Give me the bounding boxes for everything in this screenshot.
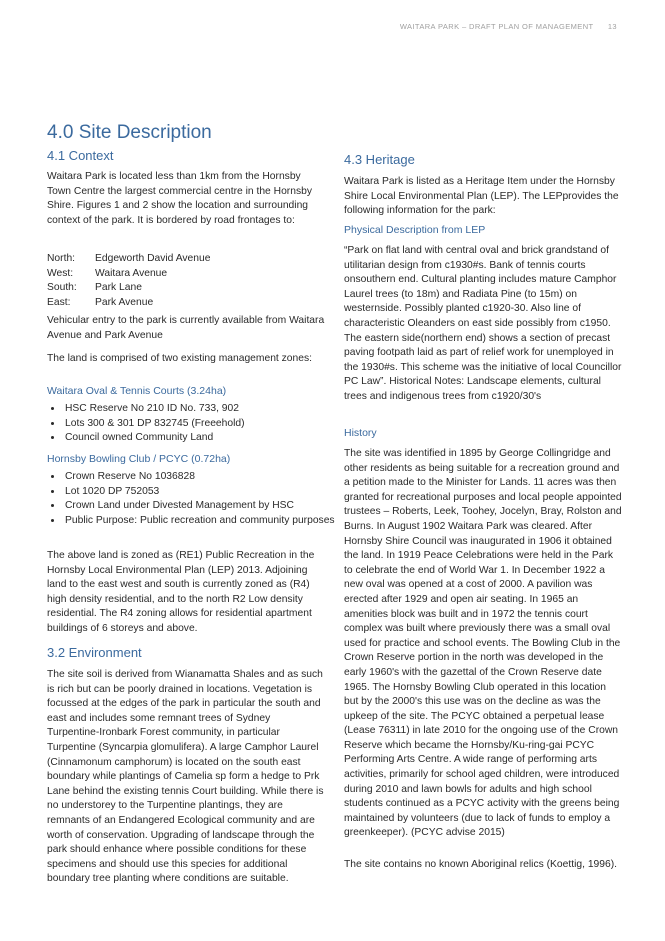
- frontage-road: Edgeworth David Avenue: [95, 253, 211, 264]
- frontage-list: [47, 252, 325, 310]
- list-item: • Crown Land under Divested Management by HSC: [63, 499, 341, 514]
- environment-body: The site soil is derived from Wianamatta Shales and as such is rich but can be poorly drained in locations. Vegetation is focussed at the edges of the park in particular the south and east and includes some remnant trees of Sydney Turpentine-Ironbark Forest community, in particular Turpentine (Syncarpia glomulifera). A large Camphor Laurel (Cinnamonum camphorum) is located on the south east boundary while plantings of Camelia sp form a hedge to Prk Lane behind the existing tennis Court building. While there is no understorey to the Turpentine plantings, they are remnants of an Endangered Ecological community and are worth of conservation. Upgrading of landscape through the park should enhance where possible conditions for these specimens and should use this species for additional boundary tree planting where conditions are suitable.: [47, 669, 324, 885]
- heritage-intro: Waitara Park is listed as a Heritage Item under the Hornsby Shire Local Environmental Plan (LEP). The LEPprovides the following information for the park:: [344, 176, 619, 217]
- frontage-side: East:: [47, 296, 71, 308]
- heritage-heading: 4.3 Heritage: [344, 152, 415, 167]
- zone1-title: Waitara Oval & Tennis Courts (3.24ha): [47, 385, 227, 397]
- context-intro: Waitara Park is located less than 1km from the Hornsby Town Centre the largest commercial centre in the Hornsby Shire. Figures 1 and 2 show the location and surrounding context of the park. It is bordered by road frontages to:: [47, 171, 312, 226]
- list-item: • Crown Reserve No 1036828: [63, 470, 341, 485]
- list-item: • HSC Reserve No 210 ID No. 733, 902: [63, 402, 341, 417]
- physical-description-title: Physical Description from LEP: [344, 224, 486, 236]
- frontage-side: North:: [47, 253, 76, 264]
- vehicular-entry: Vehicular entry to the park is currently available from Waitara Avenue and Park Avenue: [47, 315, 325, 341]
- history-title: History: [344, 427, 377, 439]
- environment-heading: 3.2 Environment: [47, 645, 142, 660]
- list-item: • Lots 300 & 301 DP 832745 (Freeehold): [63, 417, 341, 432]
- page-number: 13: [607, 22, 617, 31]
- list-item: • Council owned Community Land: [63, 431, 341, 446]
- zone1-list: [47, 402, 341, 446]
- aboriginal-relics: The site contains no known Aboriginal relics (Koettig, 1996).: [344, 859, 618, 870]
- list-item: • Public Purpose: Public recreation and community purposes: [63, 514, 341, 529]
- frontage-road: Park Lane: [95, 282, 142, 294]
- zoning-text: The above land is zoned as (RE1) Public Recreation in the Hornsby Local Environmental Plan (LEP) 2013. Adjoining land to the east west and south is currently zoned as (R4) high density residential, and to the north R2 Low density residential. The R4 zoning allows for residential apartment buildings of 6 storeys and above.: [47, 550, 315, 634]
- zone2-title: Hornsby Bowling Club / PCYC (0.72ha): [47, 453, 231, 465]
- running-header: [400, 22, 617, 31]
- physical-description-body: “Park on flat land with central oval and brick grandstand of utilitarian design from c1930#s. Bank of tennis courts onsouthern end. Cultural planting includes mature Camphor Laurel trees (to 18m) and Radiata Pine (to 15m) on westernside. Possibly planted c1920-30. Also line of characteristic Oleanders on east side possibly from c1950. The eastern side(northern end) shows a section of precast paving footpath laid as part of relief work for unemployed in the 1930#s. This scheme was the initiative of local Councillor PC Law”. Historical Notes: Landscape elements, cultural trees and indigenous trees from c1920/30's: [344, 245, 622, 402]
- context-heading: 4.1 Context: [47, 148, 114, 163]
- history-body: The site was identified in 1895 by George Collingridge and other residents as being suitable for a recreation ground and a petition made to the Minister for Lands. 11 acres was then granted for recreational purposes and local people appointed trustees – Roberts, Leek, Toohey, Jocelyn, Bray, Rolston and Burns. In August 1902 Waitara Park was cleared. After Hornsby Shire Council was inaugurated in 1906 it obtained the land. In 1919 Peace Celebrations were held in the Park to celebrate the end of World War 1. In December 1922 a new oval was opened at a cost of 2000. A pavilion was erected after 1929 and open air seating. In 1965 an amenities block was built and in 1972 the tennis court complex was built where previously there was a small oval used for practice and school events. The Bowling Club in the Crown Reserve portion in the north was developed in the early 1960's with the gazettal of the Crown Reserve date 1965. The Hornsby Bowling Club operated in this location but by the 2000's this use was on the decline as was the upkeep of the site. The PCYC obtained a perpetual lease (Lease 76311) in late 2010 for the ongoing use of the Crown Reserve which became the Hornsby/Ku-ring-gai PCYC Performing Arts Centre. A wide range of performing arts activities, primarily for school aged children, were introduced during 2010 and lawn bowls for adults and high school students continued as a PCYC activity with the greens being maintained by volunteers (due to lack of funds to employ a greenkeeper). (PCYC advise 2015): [344, 448, 622, 839]
- zone2-list: [47, 470, 341, 528]
- frontage-road: Waitara Avenue: [95, 267, 168, 279]
- running-title: WAITARA PARK – DRAFT PLAN OF MANAGEMENT: [399, 22, 594, 31]
- frontage-side: West:: [47, 267, 74, 279]
- frontage-road: Park Avenue: [95, 296, 154, 308]
- list-item: • Lot 1020 DP 752053: [63, 485, 341, 500]
- frontage-side: South:: [47, 282, 77, 294]
- land-intro: The land is comprised of two existing management zones:: [47, 353, 312, 364]
- section-title: 4.0 Site Description: [47, 122, 212, 143]
